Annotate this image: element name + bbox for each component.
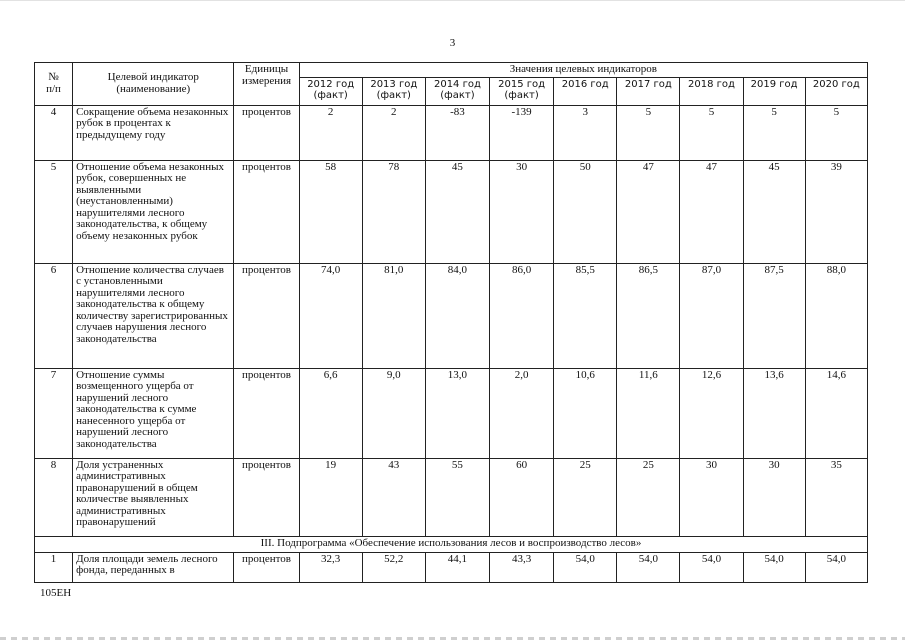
header-unit: Единицы измерения xyxy=(234,63,299,106)
value-cell: 88,0 xyxy=(805,263,867,368)
document-code: 105ЕН xyxy=(40,587,72,599)
value-cell: 50 xyxy=(554,160,617,263)
value-cell: 86,5 xyxy=(617,263,680,368)
value-cell: 12,6 xyxy=(680,368,743,458)
header-year-7: 2019 год xyxy=(743,77,805,105)
value-cell: 54,0 xyxy=(617,552,680,582)
row-num: 1 xyxy=(35,552,73,582)
value-cell: 81,0 xyxy=(362,263,425,368)
row-num: 4 xyxy=(35,105,73,160)
header-year-4: 2016 год xyxy=(554,77,617,105)
value-cell: 30 xyxy=(743,458,805,536)
value-cell: 55 xyxy=(425,458,489,536)
table-row xyxy=(35,368,868,458)
value-cell: 5 xyxy=(743,105,805,160)
value-cell: 5 xyxy=(680,105,743,160)
value-cell: 87,5 xyxy=(743,263,805,368)
section-row xyxy=(35,536,868,552)
value-cell: 85,5 xyxy=(554,263,617,368)
value-cell: 74,0 xyxy=(299,263,362,368)
header-indicator: Целевой индикатор (наименование) xyxy=(73,63,234,106)
indicator-name: Доля площади земель лесного фонда, переданных в xyxy=(73,552,234,582)
unit-cell: процентов xyxy=(234,458,299,536)
header-year-8: 2020 год xyxy=(805,77,867,105)
value-cell: 54,0 xyxy=(680,552,743,582)
value-cell: 45 xyxy=(743,160,805,263)
value-cell: 35 xyxy=(805,458,867,536)
header-year-6: 2018 год xyxy=(680,77,743,105)
value-cell: 47 xyxy=(680,160,743,263)
value-cell: 11,6 xyxy=(617,368,680,458)
unit-cell: процентов xyxy=(234,160,299,263)
value-cell: -139 xyxy=(490,105,554,160)
header-num: № п/п xyxy=(35,63,73,106)
value-cell: 86,0 xyxy=(490,263,554,368)
row-num: 7 xyxy=(35,368,73,458)
indicator-name: Отношение суммы возмещенного ущерба от нарушений лесного законодательства к сумме нанесенного ущерба от нарушений лесного законодательства xyxy=(73,368,234,458)
header-values-group: Значения целевых индикаторов xyxy=(299,63,867,78)
page-number: 3 xyxy=(449,37,456,49)
header-year-2: 2014 год (факт) xyxy=(425,77,489,105)
value-cell: 19 xyxy=(299,458,362,536)
row-num: 8 xyxy=(35,458,73,536)
value-cell: 14,6 xyxy=(805,368,867,458)
value-cell: 45 xyxy=(425,160,489,263)
value-cell: 54,0 xyxy=(805,552,867,582)
value-cell: 60 xyxy=(490,458,554,536)
value-cell: 9,0 xyxy=(362,368,425,458)
header-year-5: 2017 год xyxy=(617,77,680,105)
value-cell: 6,6 xyxy=(299,368,362,458)
value-cell: 32,3 xyxy=(299,552,362,582)
value-cell: 13,6 xyxy=(743,368,805,458)
value-cell: 43,3 xyxy=(490,552,554,582)
unit-cell: процентов xyxy=(234,263,299,368)
unit-cell: процентов xyxy=(234,105,299,160)
table-row xyxy=(35,263,868,368)
value-cell: 54,0 xyxy=(743,552,805,582)
value-cell: 44,1 xyxy=(425,552,489,582)
value-cell: 52,2 xyxy=(362,552,425,582)
value-cell: 78 xyxy=(362,160,425,263)
value-cell: 39 xyxy=(805,160,867,263)
section-title: III. Подпрограмма «Обеспечение использования лесов и воспроизводство лесов» xyxy=(35,536,868,552)
value-cell: 25 xyxy=(554,458,617,536)
value-cell: 5 xyxy=(805,105,867,160)
value-cell: 2,0 xyxy=(490,368,554,458)
value-cell: 10,6 xyxy=(554,368,617,458)
value-cell: 25 xyxy=(617,458,680,536)
scan-edge-top xyxy=(0,0,905,1)
value-cell: 54,0 xyxy=(554,552,617,582)
value-cell: 30 xyxy=(680,458,743,536)
row-num: 5 xyxy=(35,160,73,263)
header-year-0: 2012 год (факт) xyxy=(299,77,362,105)
table-row xyxy=(35,105,868,160)
indicator-name: Отношение количества случаев с установленными нарушителями лесного законодательства к общему количеству зарегистрированных случаев нарушения лесного законодательства xyxy=(73,263,234,368)
value-cell: 13,0 xyxy=(425,368,489,458)
value-cell: -83 xyxy=(425,105,489,160)
value-cell: 84,0 xyxy=(425,263,489,368)
table-row xyxy=(35,160,868,263)
indicator-name: Доля устраненных административных правонарушений в общем количестве выявленных административных правонарушений xyxy=(73,458,234,536)
indicator-name: Сокращение объема незаконных рубок в процентах к предыдущему году xyxy=(73,105,234,160)
header-year-3: 2015 год (факт) xyxy=(490,77,554,105)
header-year-1: 2013 год (факт) xyxy=(362,77,425,105)
value-cell: 87,0 xyxy=(680,263,743,368)
value-cell: 58 xyxy=(299,160,362,263)
indicator-name: Отношение объема незаконных рубок, совершенных не выявленными (неустановленными) нарушителями лесного законодательства, к общему объему незаконных рубок xyxy=(73,160,234,263)
value-cell: 30 xyxy=(490,160,554,263)
indicators-table xyxy=(34,62,868,583)
value-cell: 3 xyxy=(554,105,617,160)
unit-cell: процентов xyxy=(234,552,299,582)
value-cell: 2 xyxy=(299,105,362,160)
table-row-partial xyxy=(35,552,868,582)
table-row xyxy=(35,458,868,536)
row-num: 6 xyxy=(35,263,73,368)
value-cell: 2 xyxy=(362,105,425,160)
unit-cell: процентов xyxy=(234,368,299,458)
value-cell: 43 xyxy=(362,458,425,536)
value-cell: 47 xyxy=(617,160,680,263)
value-cell: 5 xyxy=(617,105,680,160)
